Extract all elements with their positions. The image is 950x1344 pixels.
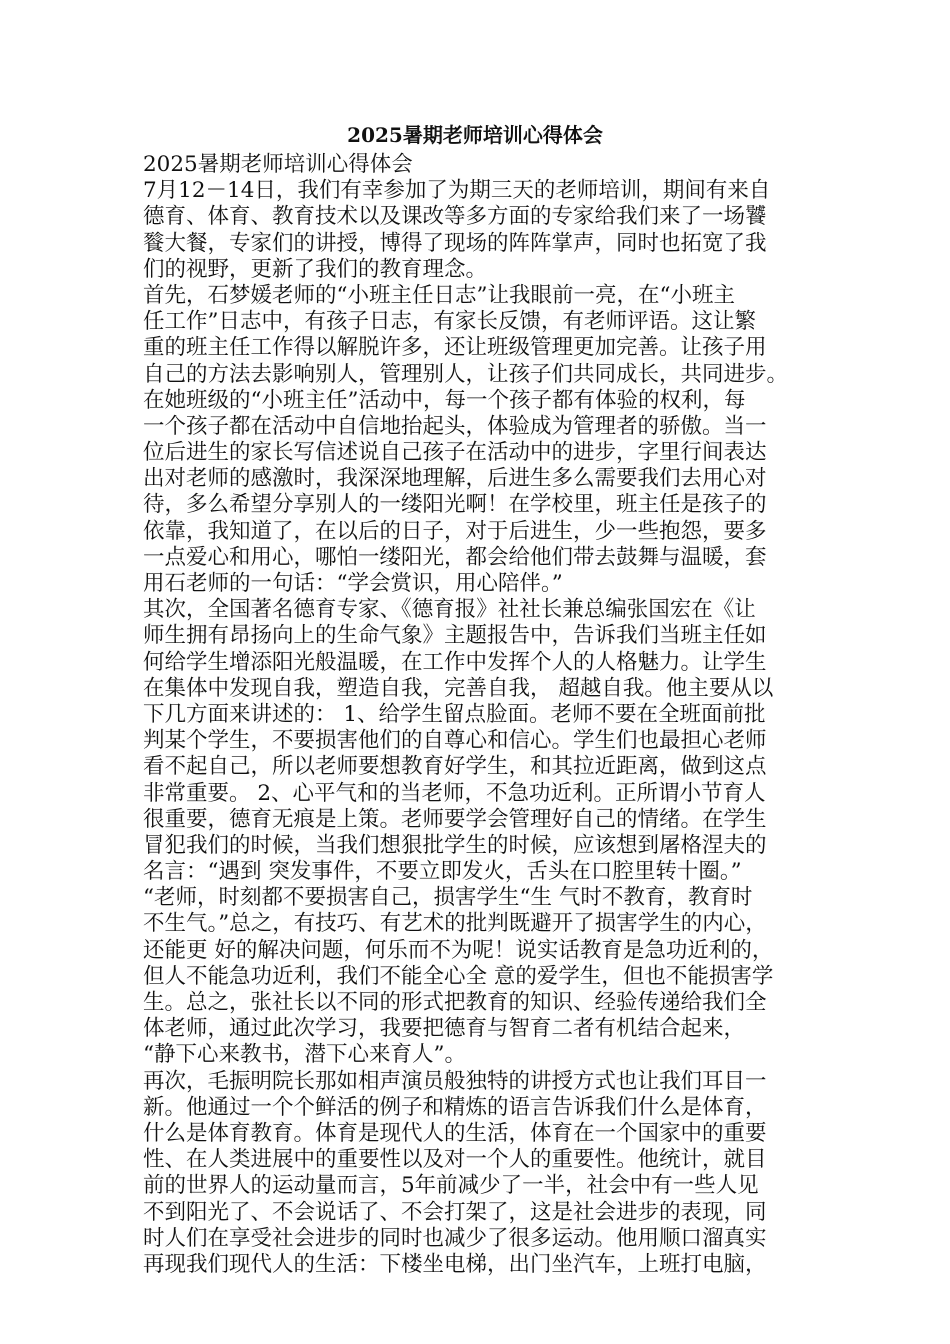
body-text-line: 餮大餐，专家们的讲授，博得了现场的阵阵掌声，同时也拓宽了我 [143,230,767,256]
body-text-line: 再现我们现代人的生活：下楼坐电梯，出门坐汽车，上班打电脑， [143,1251,767,1277]
body-text-line: 时人们在享受社会进步的同时也减少了很多运动。他用顺口溜真实 [143,1225,767,1251]
body-text-line: “老师，时刻都不要损害自己，损害学生“生 气时不教育，教育时 [143,885,753,911]
body-text-line: 何给学生增添阳光般温暖，在工作中发挥个人的人格魅力。让学生 [143,649,767,675]
body-text-line: 师生拥有昂扬向上的生命气象》主题报告中，告诉我们当班主任如 [143,623,767,649]
body-text-line: 前的世界人的运动量而言，5年前减少了一半，社会中有一些人见 [143,1173,759,1199]
body-text-line: 下几方面来讲述的： 1、给学生留点脸面。老师不要在全班面前批 [143,701,766,727]
body-text-line: 在集体中发现自我，塑造自我，完善自我， 超越自我。他主要从以 [143,675,774,701]
body-text-line: 再次，毛振明院长那如相声演员般独特的讲授方式也让我们耳目一 [143,1068,767,1094]
body-text-line: 什么是体育教育。体育是现代人的生活，体育在一个国家中的重要 [143,1120,767,1146]
body-text-line: 在她班级的“小班主任”活动中，每一个孩子都有体验的权利，每 [143,387,746,413]
body-text-line: 任工作”日志中，有孩子日志，有家长反馈，有老师评语。这让繁 [143,309,756,335]
body-text-line: 待，多么希望分享别人的一缕阳光啊！在学校里，班主任是孩子的 [143,492,767,518]
document-page [143,118,807,1278]
body-text-line: 自己的方法去影响别人，管理别人，让孩子们共同成长，共同进步。 [143,361,789,387]
body-text-line: 还能更 好的解决问题，何乐而不为呢！说实话教育是急功近利的， [143,937,774,963]
body-text-line: 生。总之，张社长以不同的形式把教育的知识、经验传递给我们全 [143,990,767,1015]
body-text-line: 名言：“遇到 突发事件，不要立即发火，舌头在口腔里转十圈。” [143,859,742,885]
body-text-line: 不到阳光了、不会说话了、不会打架了，这是社会进步的表现，同 [143,1199,767,1225]
body-text-line: 出对老师的感激时，我深深地理解，后进生多么需要我们去用心对 [143,466,767,492]
body-text-line: 不生气。”总之，有技巧、有艺术的批判既避开了损害学生的内心， [143,911,767,937]
body-text-line: 其次，全国著名德育专家、《德育报》社社长兼总编张国宏在《让 [143,597,756,623]
body-text-line: 非常重要。 2、心平气和的当老师，不急功近利。正所谓小节育人 [143,780,766,806]
body-text-line: 冒犯我们的时候，当我们想狠批学生的时候，应该想到屠格涅夫的 [143,832,767,858]
body-text-line: 们的视野，更新了我们的教育理念。 [143,256,488,282]
body-text-line: 体老师，通过此次学习，我要把德育与智育二者有机结合起来， [143,1016,746,1042]
body-text-line: 用石老师的一句话：“学会赏识，用心陪伴。” [143,571,563,596]
body-text-line: 看不起自己，所以老师要想教育好学生，和其拉近距离，做到这点 [143,754,767,780]
body-text-line: 性、在人类进展中的重要性以及对一个人的重要性。他统计，就目 [143,1147,767,1173]
document-body [143,152,807,1278]
body-text-line: 依靠，我知道了，在以后的日子，对于后进生，少一些抱怨，要多 [143,518,767,544]
body-text-line: 判某个学生，不要损害他们的自尊心和信心。学生们也最担心老师 [143,728,767,754]
body-text-line: 一个孩子都在活动中自信地抬起头，体验成为管理者的骄傲。当一 [143,413,767,439]
body-text-line: 一点爱心和用心，哪怕一缕阳光，都会给他们带去鼓舞与温暖，套 [143,544,767,570]
body-text-line: 很重要，德育无痕是上策。老师要学会管理好自己的情绪。在学生 [143,806,767,832]
body-text-line: 7月12－14日，我们有幸参加了为期三天的老师培训，期间有来自 [143,178,771,204]
body-text-line: “静下心来教书，潜下心来育人”。 [143,1042,466,1068]
body-text-line: 位后进生的家长写信述说自己孩子在活动中的进步，字里行间表达 [143,440,767,466]
body-text-line: 重的班主任工作得以解脱许多，还让班级管理更加完善。让孩子用 [143,335,767,361]
body-text-line: 但人不能急功近利，我们不能全心全 意的爱学生，但也不能损害学 [143,963,774,989]
document-title: 2025暑期老师培训心得体会 [347,123,603,147]
body-text-line: 德育、体育、教育技术以及课改等多方面的专家给我们来了一场饕 [143,204,767,230]
body-text-line: 新。他通过一个个鲜活的例子和精炼的语言告诉我们什么是体育， [143,1094,767,1120]
body-text-line: 2025暑期老师培训心得体会 [143,152,413,177]
body-text-line: 首先，石梦媛老师的“小班主任日志”让我眼前一亮，在“小班主 [143,282,735,308]
